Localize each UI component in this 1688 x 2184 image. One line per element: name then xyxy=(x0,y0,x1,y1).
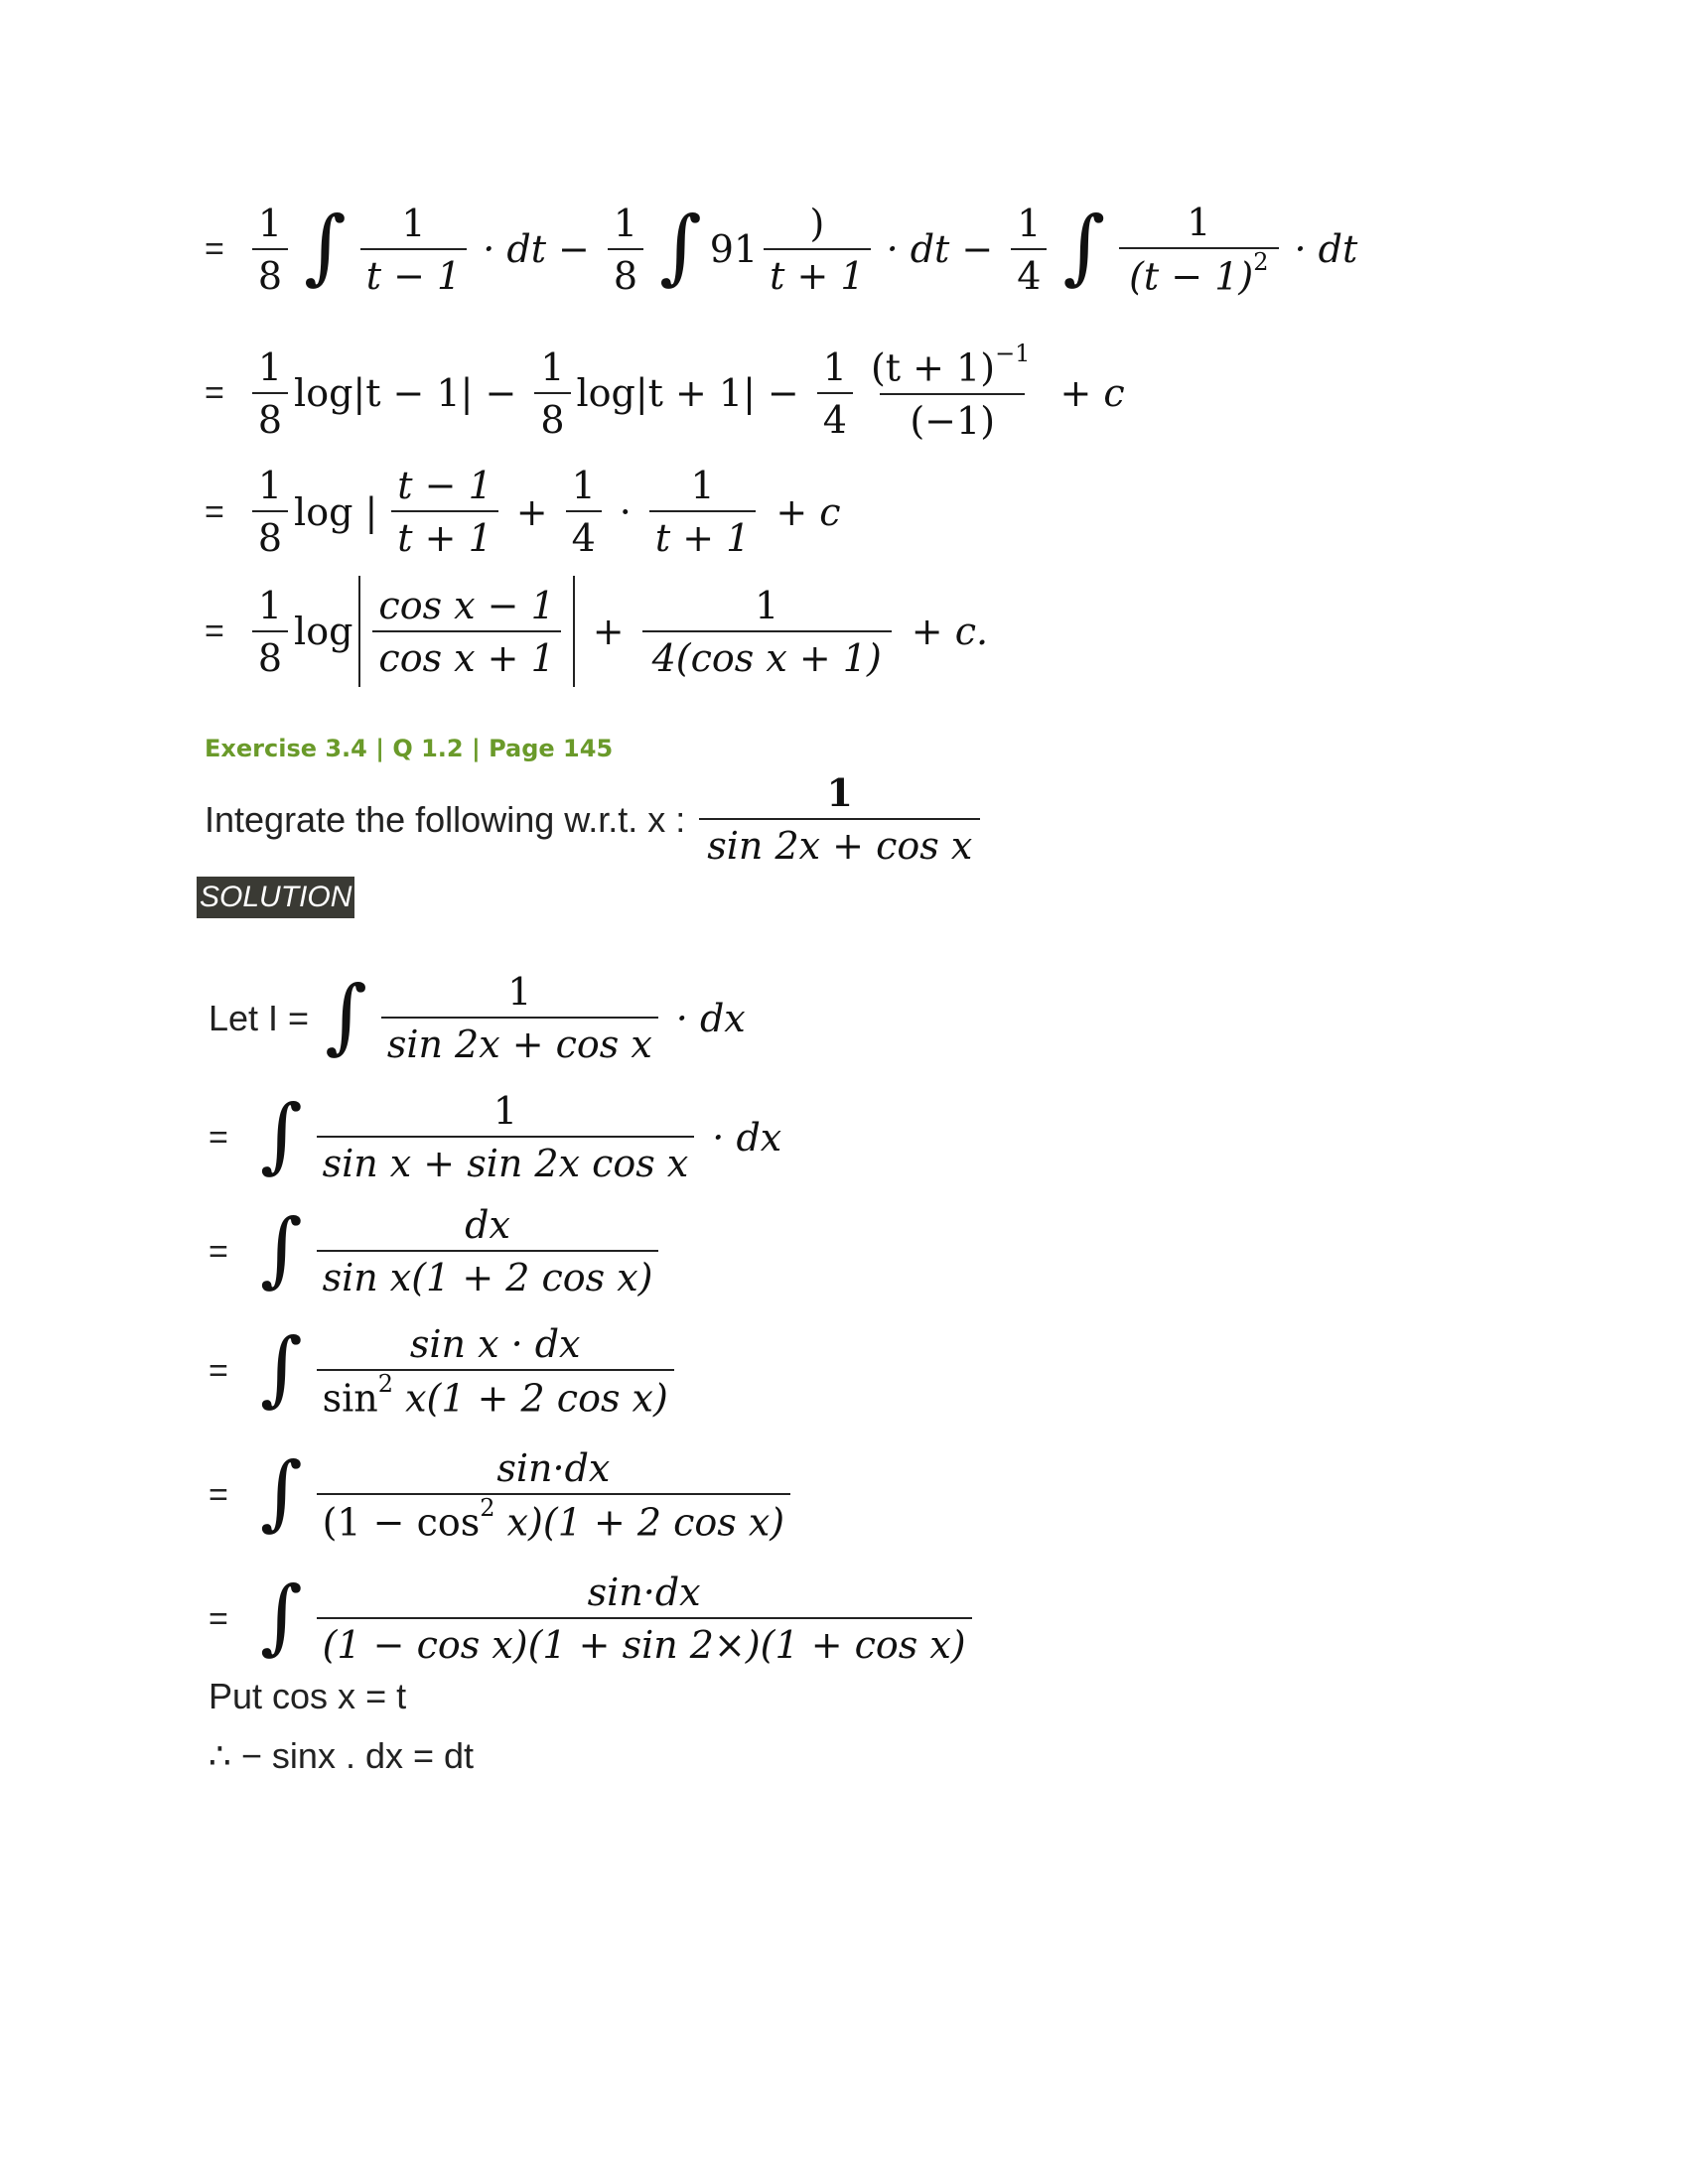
integral-sign: ∫ xyxy=(259,1321,303,1417)
equals-sign: = xyxy=(205,374,224,413)
integral-sign: ∫ xyxy=(259,1201,303,1297)
coef-fraction: $\frac{1}{8}$ xyxy=(252,348,288,439)
fraction: $\frac{\text{cos x − 1}}{\text{cos x + 1}}$ xyxy=(372,587,560,677)
equals-sign: = xyxy=(205,492,224,531)
let-prefix: Let I = xyxy=(209,997,310,1038)
log-term: log | xyxy=(294,489,378,534)
coef-fraction: $\frac{1}{8}$ xyxy=(608,205,643,295)
fraction: $\frac{\sin\cdot dx}{(1 - \cos^2 x)(1 + 2 \cos x)}$ xyxy=(317,1449,791,1542)
differential: · dt xyxy=(483,227,546,272)
abs-bar-right xyxy=(573,576,575,687)
log-term: log|t − 1| xyxy=(294,371,474,416)
therefore-text: ∴ − sinx . dx = dt xyxy=(209,1735,475,1776)
exercise-label: Exercise 3.4 | Q 1.2 | Page 145 xyxy=(205,735,614,762)
equals-sign: = xyxy=(209,1476,228,1515)
integral-sign: ∫ xyxy=(259,1445,303,1541)
coef-fraction: $\frac{1}{8}$ xyxy=(252,205,288,295)
coef-fraction: $\frac{1}{4}$ xyxy=(566,467,602,557)
substitution-text: Put cos x = t xyxy=(209,1676,407,1716)
minus-sign: − xyxy=(485,371,517,416)
question-fraction: $\frac{1}{\text{sin 2x + cos x}}$ xyxy=(699,774,980,865)
fraction: $\frac{1}{\text{4(cos x + 1)}}$ xyxy=(642,587,892,677)
fraction: $\frac{1}{\text{sin 2x + cos x}}$ xyxy=(381,973,658,1063)
differential: · dt xyxy=(1294,227,1358,272)
minus-sign: − xyxy=(558,227,590,272)
fraction: $\frac{(t + 1)^{-1}}{(-1)}$ xyxy=(870,340,1031,443)
solution-line-3 xyxy=(209,1201,664,1299)
equals-sign: = xyxy=(205,613,224,650)
coefficient: 91 xyxy=(709,227,759,272)
minus-sign: − xyxy=(767,371,799,416)
work-line-2 xyxy=(205,340,1125,443)
integral-sign: ∫ xyxy=(1062,200,1106,295)
solution-label: SOLUTION xyxy=(197,877,354,918)
constant: + c xyxy=(775,489,841,534)
plus-sign: + xyxy=(592,610,625,653)
integral-sign: ∫ xyxy=(259,1569,303,1664)
differential: · dx xyxy=(675,996,746,1040)
fraction: $\frac{1}{(t - 1)^2}$ xyxy=(1119,204,1278,296)
coef-fraction: $\frac{1}{4}$ xyxy=(817,348,853,439)
solution-line-2 xyxy=(209,1087,782,1185)
equals-sign: = xyxy=(209,1232,228,1271)
equals-sign: = xyxy=(209,1118,228,1157)
question-text: Integrate the following w.r.t. x : xyxy=(205,798,686,840)
equals-sign: = xyxy=(205,230,224,269)
fraction: $\frac{)}{t + 1}$ xyxy=(764,205,870,295)
fraction: $\frac{t - 1}{t + 1}$ xyxy=(391,467,497,557)
integral-sign: ∫ xyxy=(325,968,367,1063)
work-line-3 xyxy=(205,464,841,560)
integral-sign: ∫ xyxy=(304,200,347,295)
fraction: $\frac{1}{\text{sin x + sin 2x cos x}}$ xyxy=(317,1092,695,1182)
dot-operator: · xyxy=(619,489,632,534)
fraction: $\frac{\text{sin x · dx}}{\sin^2 x(1 + 2 \cos x)}$ xyxy=(317,1325,674,1418)
fraction: $\frac{1}{t - 1}$ xyxy=(360,205,467,295)
minus-sign: − xyxy=(961,227,994,272)
solution-line-4 xyxy=(209,1321,680,1421)
differential: · dt xyxy=(886,227,950,272)
solution-line-6 xyxy=(209,1569,978,1667)
integral-sign: ∫ xyxy=(259,1087,303,1182)
equals-sign: = xyxy=(209,1352,228,1391)
solution-line-1 xyxy=(209,968,746,1066)
abs-bar-left xyxy=(358,576,360,687)
differential: · dx xyxy=(712,1115,782,1160)
fraction: $\frac{1}{t + 1}$ xyxy=(649,467,756,557)
fraction: $\frac{\sin\cdot dx}{\text{(1 − cos x)(1 + sin 2×)(1 + cos x)}}$ xyxy=(317,1573,972,1664)
coef-fraction: $\frac{1}{8}$ xyxy=(252,587,288,677)
work-line-4 xyxy=(205,576,988,687)
equals-sign: = xyxy=(209,1599,228,1638)
integral-sign: ∫ xyxy=(659,200,702,295)
fraction: $\frac{dx}{\text{sin x(1 + 2 cos x)}}$ xyxy=(317,1206,659,1297)
log-term: log xyxy=(294,610,353,653)
coef-fraction: $\frac{1}{8}$ xyxy=(252,467,288,557)
coef-fraction: $\frac{1}{8}$ xyxy=(534,348,570,439)
log-term: log|t + 1| xyxy=(576,371,756,416)
plus-sign: + xyxy=(515,489,548,534)
question xyxy=(205,770,986,868)
work-line-1 xyxy=(205,200,1358,299)
constant: + c xyxy=(1059,371,1125,416)
constant: + c. xyxy=(911,610,989,653)
coef-fraction: $\frac{1}{4}$ xyxy=(1011,205,1047,295)
solution-line-5 xyxy=(209,1445,796,1545)
